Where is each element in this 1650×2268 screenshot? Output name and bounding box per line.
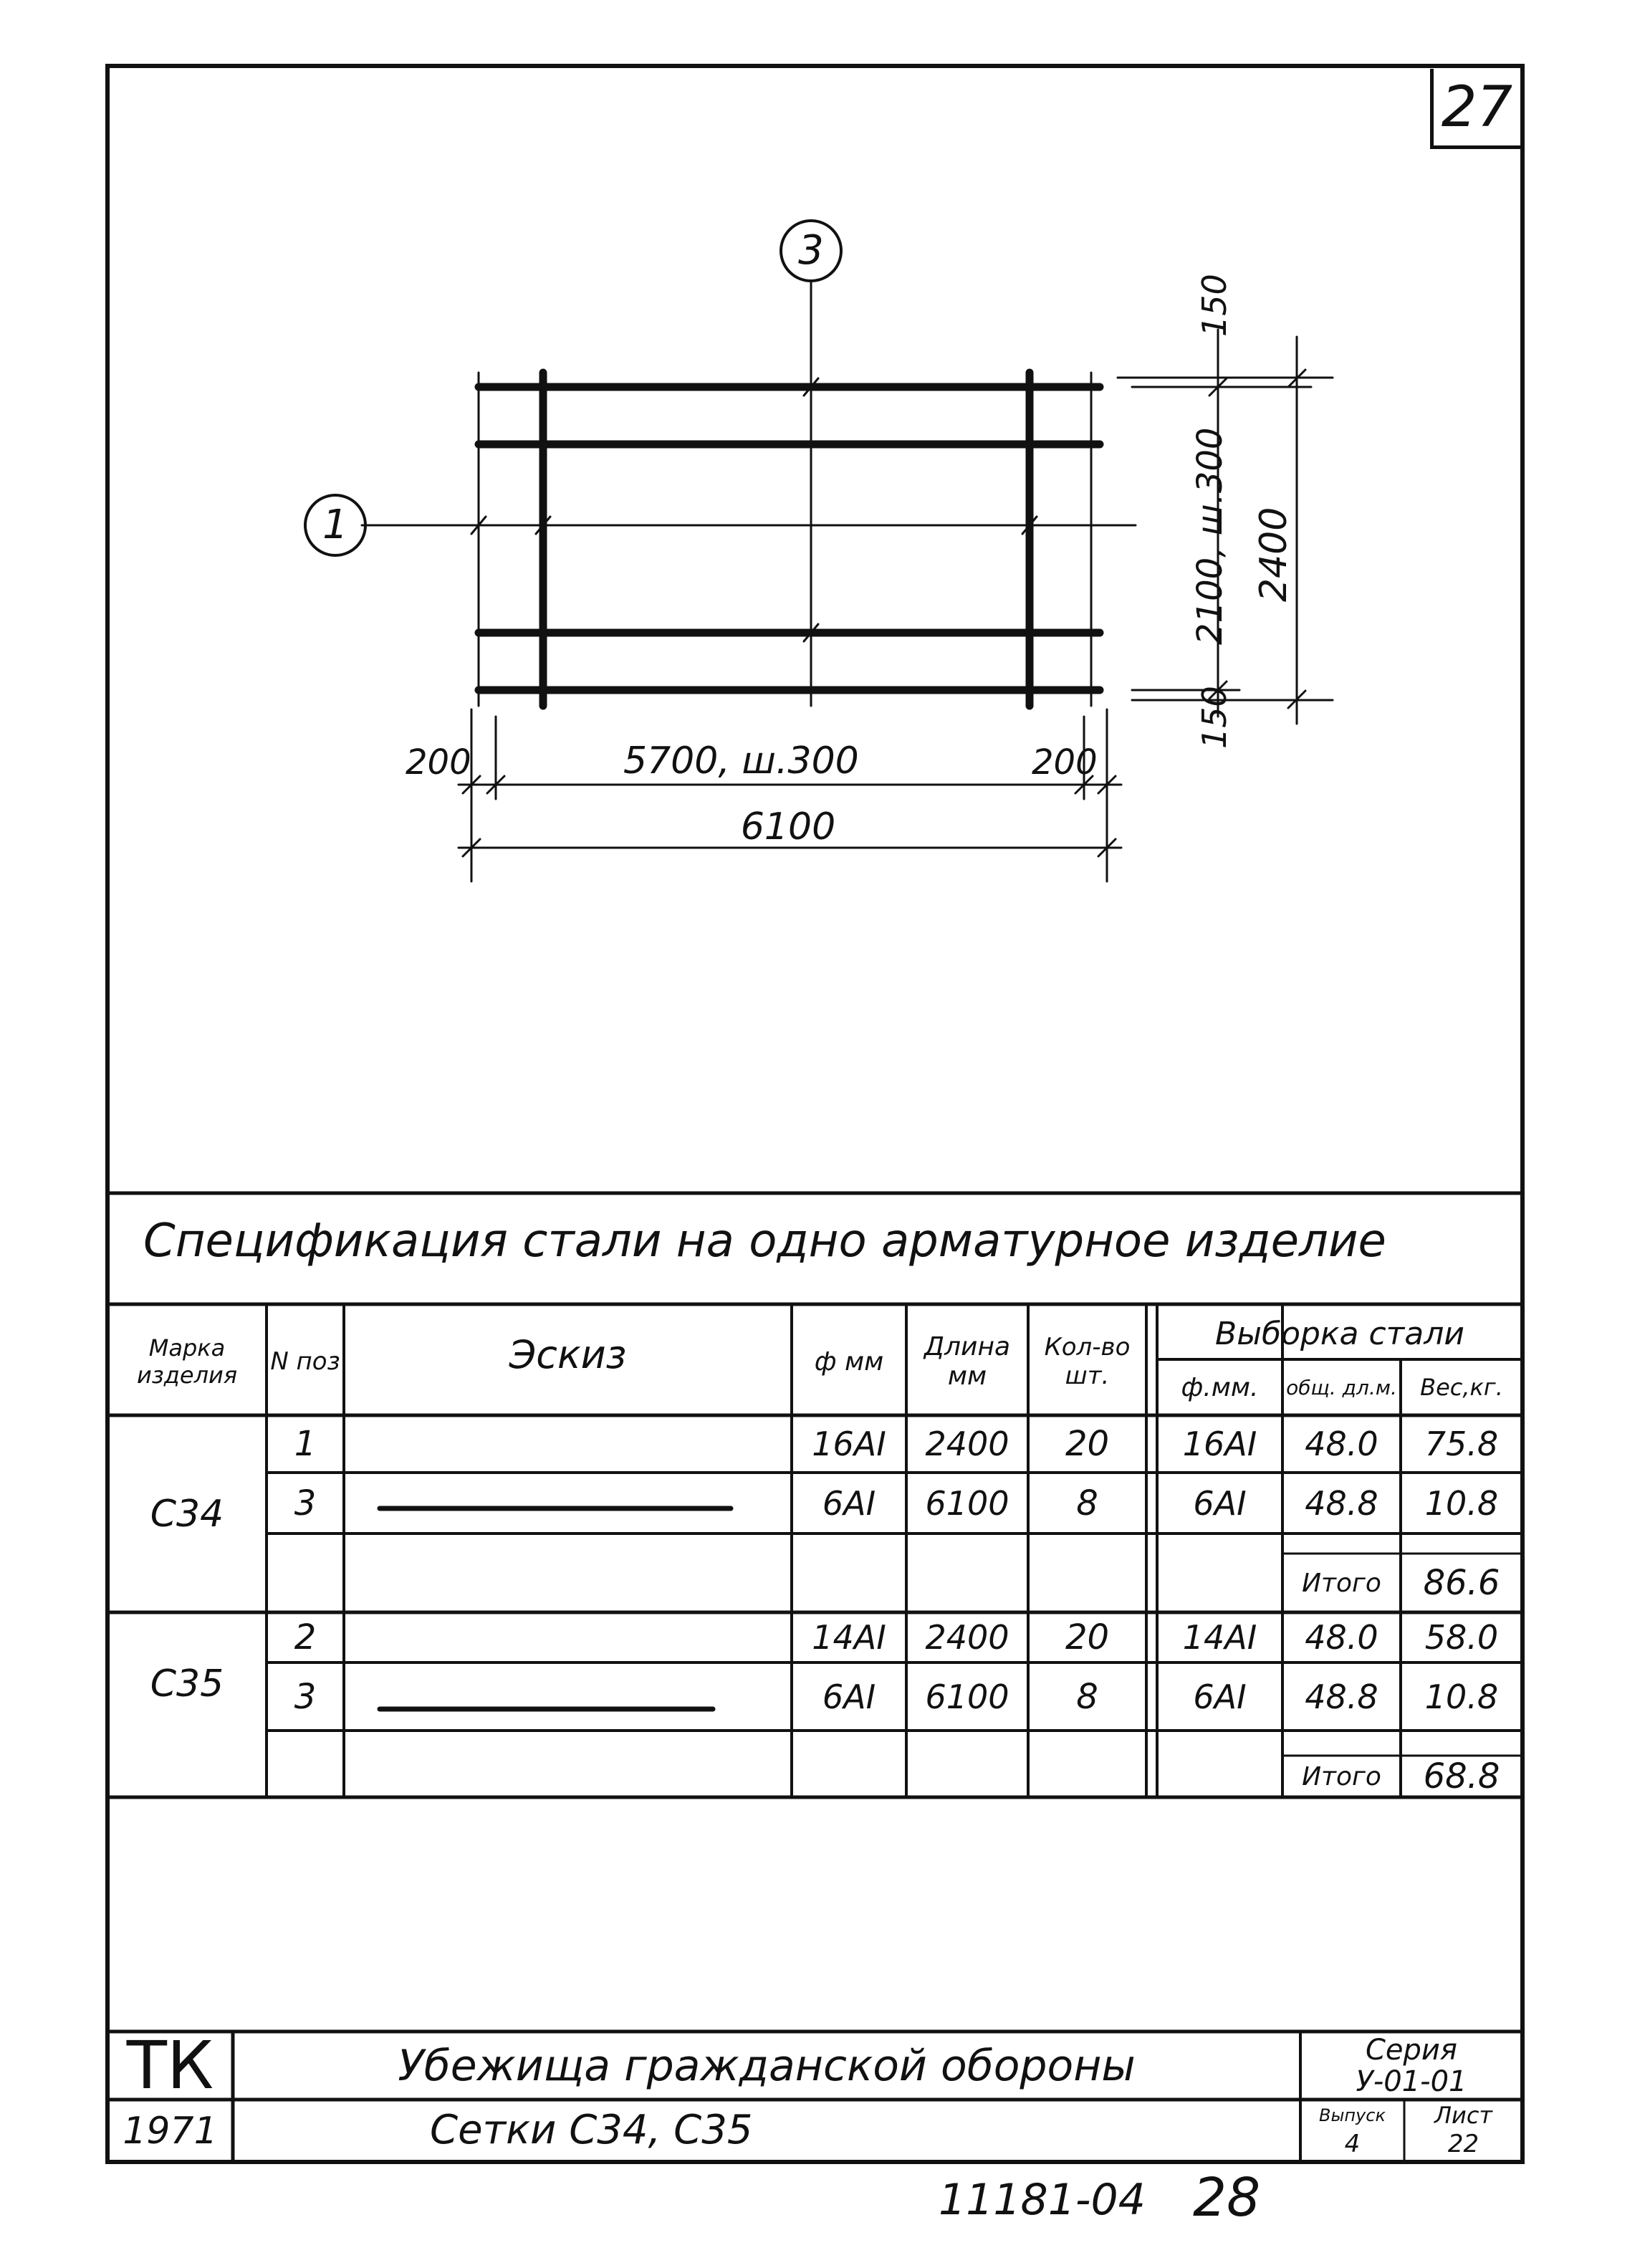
list-label: Лист bbox=[1434, 2102, 1493, 2129]
header-diam: ф мм bbox=[814, 1346, 884, 1377]
length-cell: 6100 bbox=[925, 1483, 1009, 1523]
header-sel-total: общ. дл.м. bbox=[1286, 1375, 1397, 1399]
mark-c34: С34 bbox=[150, 1492, 224, 1536]
diam-cell: 16AI bbox=[812, 1425, 886, 1463]
count-cell: 20 bbox=[1065, 1424, 1110, 1464]
sel-weight-cell: 10.8 bbox=[1424, 1483, 1499, 1523]
sheet-number: 27 bbox=[1430, 69, 1520, 149]
project-title: Убежища гражданской обороны bbox=[398, 2040, 1136, 2091]
total-value-c35: 68.8 bbox=[1423, 1756, 1500, 1796]
dim-top-offset: 150 bbox=[1195, 274, 1234, 337]
sel-total-cell: 48.0 bbox=[1305, 1618, 1378, 1657]
sel-total-cell: 48.8 bbox=[1305, 1677, 1378, 1716]
issue-value: 4 bbox=[1344, 2130, 1361, 2158]
dim-spacing-horizontal: 5700, ш.300 bbox=[623, 740, 859, 783]
length-cell: 2400 bbox=[925, 1618, 1009, 1657]
mark-c35: С35 bbox=[150, 1662, 224, 1705]
pos-cell: 1 bbox=[294, 1424, 317, 1464]
header-length: Длина мм bbox=[924, 1332, 1011, 1391]
mesh-vertical-bars bbox=[543, 373, 1030, 706]
dim-overall-horizontal: 6100 bbox=[740, 805, 836, 848]
total-label-c34: Итого bbox=[1302, 1568, 1381, 1598]
header-sketch: Эскиз bbox=[509, 1331, 627, 1377]
callout-3-label: 3 bbox=[798, 227, 824, 274]
header-selection: Выборка стали bbox=[1215, 1315, 1464, 1352]
series-label: Серия bbox=[1366, 2033, 1457, 2067]
diam-cell: 6AI bbox=[822, 1677, 876, 1716]
spec-title: Спецификация стали на одно арматурное изделие bbox=[143, 1215, 1386, 1268]
dim-bottom-offset: 150 bbox=[1195, 686, 1234, 749]
length-cell: 2400 bbox=[925, 1425, 1009, 1463]
header-count: Кол-во шт. bbox=[1044, 1333, 1131, 1390]
pos-cell: 3 bbox=[294, 1483, 317, 1523]
header-pos: N поз bbox=[270, 1347, 340, 1376]
count-cell: 20 bbox=[1065, 1617, 1110, 1657]
footer-code: 11181-04 bbox=[939, 2175, 1146, 2225]
count-cell: 8 bbox=[1076, 1676, 1098, 1717]
pos-cell: 3 bbox=[294, 1676, 317, 1717]
pos-cell: 2 bbox=[294, 1617, 317, 1657]
series-value: У-01-01 bbox=[1356, 2064, 1467, 2098]
footer-page: 28 bbox=[1193, 2167, 1261, 2229]
diam-cell: 6AI bbox=[822, 1483, 876, 1523]
sheet-title: Сетки С34, С35 bbox=[430, 2107, 753, 2153]
dim-left-offset: 200 bbox=[406, 742, 471, 783]
header-sel-diam: ф.мм. bbox=[1181, 1372, 1259, 1402]
header-mark: Марка изделия bbox=[136, 1334, 238, 1389]
year: 1971 bbox=[123, 2109, 218, 2153]
sel-diam-cell: 16AI bbox=[1182, 1425, 1257, 1463]
total-value-c34: 86.6 bbox=[1423, 1563, 1500, 1603]
sel-weight-cell: 58.0 bbox=[1424, 1618, 1499, 1657]
count-cell: 8 bbox=[1076, 1483, 1098, 1523]
sel-diam-cell: 14AI bbox=[1182, 1618, 1257, 1657]
sel-total-cell: 48.8 bbox=[1305, 1483, 1378, 1523]
issue-label: Выпуск bbox=[1319, 2105, 1386, 2125]
mesh-horizontal-bars bbox=[479, 387, 1100, 690]
callout-1-label: 1 bbox=[322, 502, 348, 548]
total-label-c35: Итого bbox=[1302, 1761, 1381, 1791]
sel-total-cell: 48.0 bbox=[1305, 1425, 1378, 1463]
diam-cell: 14AI bbox=[812, 1618, 886, 1657]
sel-weight-cell: 10.8 bbox=[1424, 1677, 1499, 1716]
sel-diam-cell: 6AI bbox=[1193, 1483, 1247, 1523]
dim-overall-vertical: 2400 bbox=[1252, 507, 1295, 602]
length-cell: 6100 bbox=[925, 1677, 1009, 1716]
sheet-border bbox=[107, 66, 1522, 2162]
dim-right-offset: 200 bbox=[1032, 742, 1098, 783]
sel-weight-cell: 75.8 bbox=[1424, 1425, 1499, 1463]
org-mark: ТК bbox=[126, 2027, 214, 2104]
list-value: 22 bbox=[1447, 2130, 1479, 2158]
header-sel-weight: Вес,кг. bbox=[1420, 1374, 1503, 1401]
sel-diam-cell: 6AI bbox=[1193, 1677, 1247, 1716]
dim-spacing-vertical: 2100, ш.300 bbox=[1190, 427, 1230, 645]
